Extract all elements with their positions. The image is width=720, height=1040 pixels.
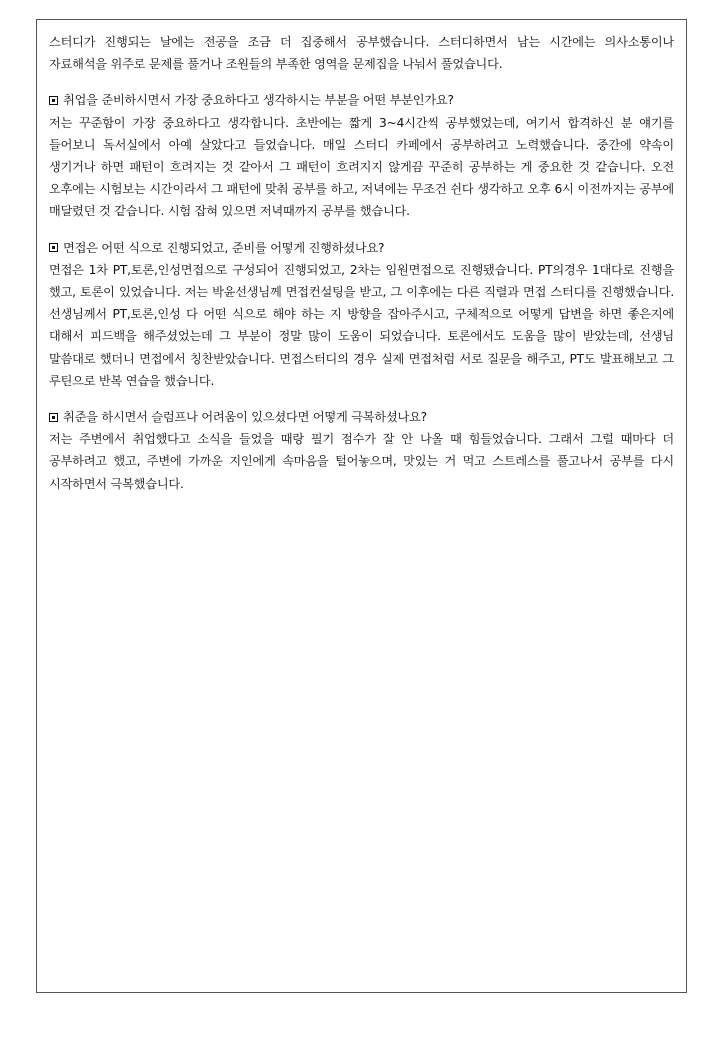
square-bullet-icon [49,243,58,252]
answer-paragraph: 저는 꾸준함이 가장 중요하다고 생각합니다. 초반에는 짧게 3~4시간씩 공부했었는데, 여기서 합격하신 분 얘기를 들어보니 독서실에서 아예 살았다고 들었습니다. 매일 스터디 카페에서 공부하려고 노력했습니다. 중간에 약속이 생기거나 하면 패턴이 흐려지는 것 같아서 그 패턴이 흐려지지 않게끔 꾸준히 공부하는 게 중요한 것 같습니다. 오전 오후에는 시험보는 시간이라서 그 패턴에 맞춰 공부를 하고, 저녁에는 무조건 쉰다 생각하고 오후 6시 이전까지는 공부에 매달렸던 것 같습니다. 시험 잡혀 있으면 저녁때까지 공부를 했습니다. [49,115,674,219]
qa-section-preparation [49,89,674,222]
question-text: 면접은 어떤 식으로 진행되었고, 준비를 어떻게 진행하셨나요? [63,240,385,255]
square-bullet-icon [49,413,58,422]
question-heading [49,89,674,111]
question-text: 취업을 준비하시면서 가장 중요하다고 생각하시는 부분을 어떤 부분인가요? [63,93,454,108]
answer-paragraph: 저는 주변에서 취업했다고 소식을 들었을 때랑 필기 점수가 잘 안 나올 때 힘들었습니다. 그래서 그럴 때마다 더 공부하려고 했고, 주변에 가까운 지인에게 속마음을 털어놓으며, 맛있는 거 먹고 스트레스를 풀고나서 공부를 다시 시작하면서 극복했습니다. [49,432,674,491]
document-frame [36,19,687,993]
question-heading [49,406,674,428]
question-heading [49,237,674,259]
square-bullet-icon [49,96,58,105]
qa-section-interview [49,237,674,392]
intro-paragraph: 스터디가 진행되는 날에는 전공을 조금 더 집중해서 공부했습니다. 스터디하면서 남는 시간에는 의사소통이나 자료해석을 위주로 문제를 풀거나 조원들의 부족한 영역을 문제집을 나눠서 풀었습니다. [49,35,674,72]
question-text: 취준을 하시면서 슬럼프나 어려움이 있으셨다면 어떻게 극복하셨나요? [63,410,427,425]
answer-paragraph: 면접은 1차 PT,토론,인성면접으로 구성되어 진행되었고, 2차는 임원면접으로 진행됐습니다. PT의경우 1대다로 진행을 했고, 토론이 있었습니다. 저는 박윤선생님께 면접컨설팅을 받고, 그 이후에는 다른 직렬과 면접 스터디를 진행했습니다. 선생님께서 PT,토론,인성 다 어떤 식으로 해야 하는 지 방향을 잡아주시고, 구체적으로 어떻게 답변을 하면 좋은지에 대해서 피드백을 해주셨었는데 그 부분이 정말 많이 도움이 되었습니다. 토론에서도 도움을 많이 받았는데, 선생님 말씀대로 했더니 면접에서 칭찬받았습니다. 면접스터디의 경우 실제 면접처럼 서로 질문을 해주고, PT도 발표해보고 그 루틴으로 반복 연습을 했습니다. [49,262,674,388]
qa-section-slump [49,406,674,495]
